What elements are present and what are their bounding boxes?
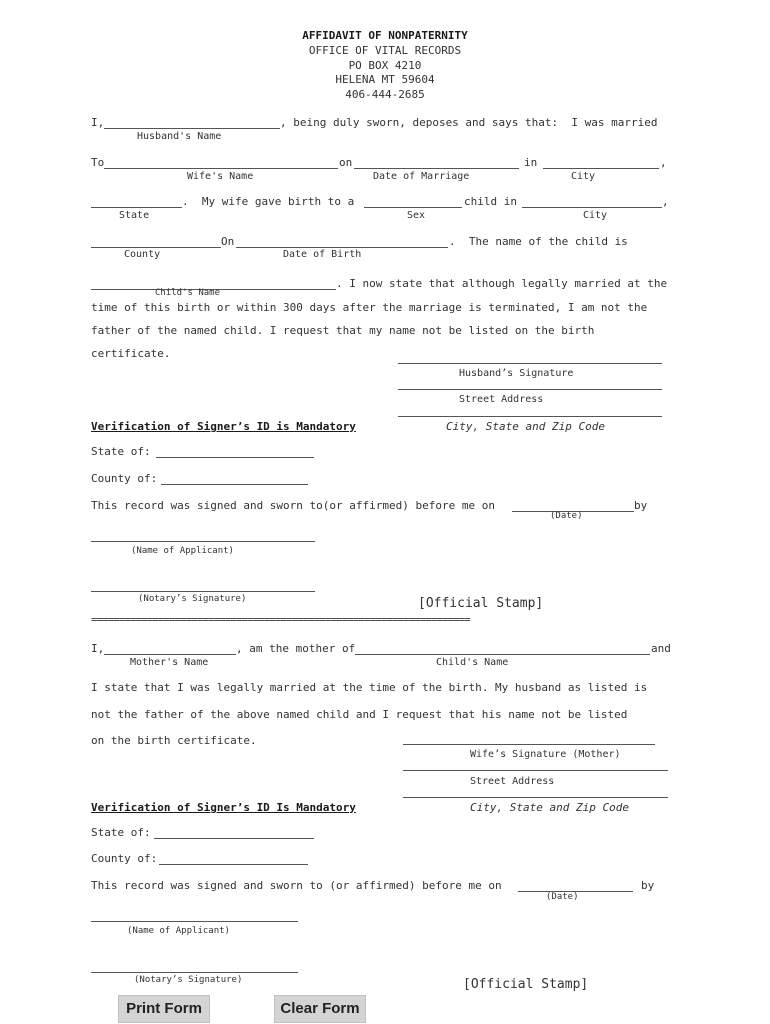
in-label: in: [524, 156, 538, 169]
birth-text: . My wife gave birth to a: [182, 195, 355, 208]
wife-csz-field[interactable]: [403, 797, 668, 798]
by-label-1: by: [634, 499, 648, 512]
county-label: County: [124, 249, 161, 260]
husband-signature-label: Husband’s Signature: [459, 368, 574, 379]
statement-1: . I now state that although legally married at the: [336, 277, 668, 290]
husband-signature-field[interactable]: [398, 363, 662, 364]
wife-name-field[interactable]: [104, 168, 338, 169]
mother-i-label: I,: [91, 642, 105, 655]
mother-childs-name-field[interactable]: [355, 654, 650, 655]
date-of-marriage-field[interactable]: [354, 168, 519, 169]
on-label: on: [339, 156, 353, 169]
notary-label-2: (Notary’s Signature): [134, 975, 243, 985]
sex-label: Sex: [407, 210, 426, 221]
husband-csz-label: City, State and Zip Code: [446, 420, 605, 433]
date-of-birth-label: Date of Birth: [283, 249, 362, 260]
state-of-field-1[interactable]: [156, 457, 314, 458]
birth-city-field[interactable]: [522, 207, 662, 208]
applicant-label-2: (Name of Applicant): [127, 926, 230, 936]
mother-text: , am the mother of: [236, 642, 356, 655]
verification-heading-1: Verification of Signer’s ID is Mandatory: [91, 420, 356, 433]
sworn-text-1: This record was signed and sworn to(or affirmed) before me on: [91, 499, 495, 512]
form-title: AFFIDAVIT OF NONPATERNITY: [302, 29, 468, 42]
date-of-marriage-label: Date of Marriage: [373, 171, 470, 182]
office-name: OFFICE OF VITAL RECORDS: [308, 44, 462, 57]
county-of-field-2[interactable]: [159, 864, 308, 865]
city-label: City: [571, 171, 596, 182]
husband-name-label: Husband's Name: [137, 131, 222, 142]
sworn-text: , being duly sworn, deposes and says that: I was married: [280, 116, 658, 129]
mother-statement-3: on the birth certificate.: [91, 734, 257, 747]
and-label: and: [651, 642, 671, 655]
official-stamp-1: [Official Stamp]: [418, 596, 544, 611]
notary-label-1: (Notary’s Signature): [138, 594, 247, 604]
sex-field[interactable]: [364, 207, 462, 208]
print-form-button[interactable]: Print Form: [118, 995, 210, 1023]
wife-name-label: Wife's Name: [187, 171, 254, 182]
wife-csz-label: City, State and Zip Code: [470, 801, 629, 814]
state-of-field-2[interactable]: [154, 838, 314, 839]
wife-signature-label: Wife’s Signature (Mother): [470, 749, 621, 760]
applicant-label-1: (Name of Applicant): [131, 546, 234, 556]
notary-signature-field-1[interactable]: [91, 591, 315, 592]
mother-statement-1: I state that I was legally married at the time of the birth. My husband as listed is: [91, 681, 648, 694]
section-divider: ====================================================================: [91, 614, 470, 626]
date-label-1: (Date): [550, 511, 583, 521]
marriage-city-field[interactable]: [543, 168, 659, 169]
applicant-name-field-2[interactable]: [91, 921, 298, 922]
mother-childs-name-label: Child's Name: [436, 657, 509, 668]
mothers-name-label: Mother's Name: [130, 657, 209, 668]
name-child-text: . The name of the child is: [449, 235, 628, 248]
marriage-state-field[interactable]: [91, 207, 182, 208]
statement-2: time of this birth or within 300 days after the marriage is terminated, I am not the: [91, 301, 648, 314]
by-label-2: by: [641, 879, 655, 892]
notary-signature-field-2[interactable]: [91, 972, 298, 973]
comma: ,: [660, 156, 667, 169]
husband-name-field[interactable]: [104, 128, 280, 129]
county-of-label-1: County of:: [91, 472, 158, 485]
office-city: HELENA MT 59604: [335, 73, 435, 86]
statement-3: father of the named child. I request that my name not be listed on the birth: [91, 324, 595, 337]
office-phone: 406-444-2685: [345, 88, 425, 101]
date-label-2: (Date): [546, 892, 579, 902]
statement-4: certificate.: [91, 347, 171, 360]
clear-form-button[interactable]: Clear Form: [274, 995, 366, 1023]
state-of-label-1: State of:: [91, 445, 151, 458]
childs-name-label: Child's Name: [155, 288, 221, 298]
county-of-field-1[interactable]: [161, 484, 308, 485]
husband-street-label: Street Address: [459, 394, 544, 405]
on2-label: On: [221, 235, 235, 248]
state-label: State: [119, 210, 150, 221]
husband-csz-field[interactable]: [398, 416, 662, 417]
city-label-2: City: [583, 210, 608, 221]
state-of-label-2: State of:: [91, 826, 151, 839]
sworn-text-2: This record was signed and sworn to (or affirmed) before me on: [91, 879, 502, 892]
mother-statement-2: not the father of the above named child and I request that his name not be listed: [91, 708, 628, 721]
wife-street-label: Street Address: [470, 776, 555, 787]
official-stamp-2: [Official Stamp]: [463, 977, 589, 992]
comma-2: ,: [662, 195, 669, 208]
po-box: PO BOX 4210: [348, 59, 422, 72]
husband-street-field[interactable]: [398, 389, 662, 390]
verification-heading-2: Verification of Signer’s ID Is Mandatory: [91, 801, 356, 814]
wife-signature-field[interactable]: [403, 744, 655, 745]
county-of-label-2: County of:: [91, 852, 158, 865]
to-label: To: [91, 156, 105, 169]
applicant-name-field-1[interactable]: [91, 541, 315, 542]
husband-i-label: I,: [91, 116, 105, 129]
mother-name-field[interactable]: [104, 654, 236, 655]
wife-street-field[interactable]: [403, 770, 668, 771]
child-in-label: child in: [464, 195, 517, 208]
